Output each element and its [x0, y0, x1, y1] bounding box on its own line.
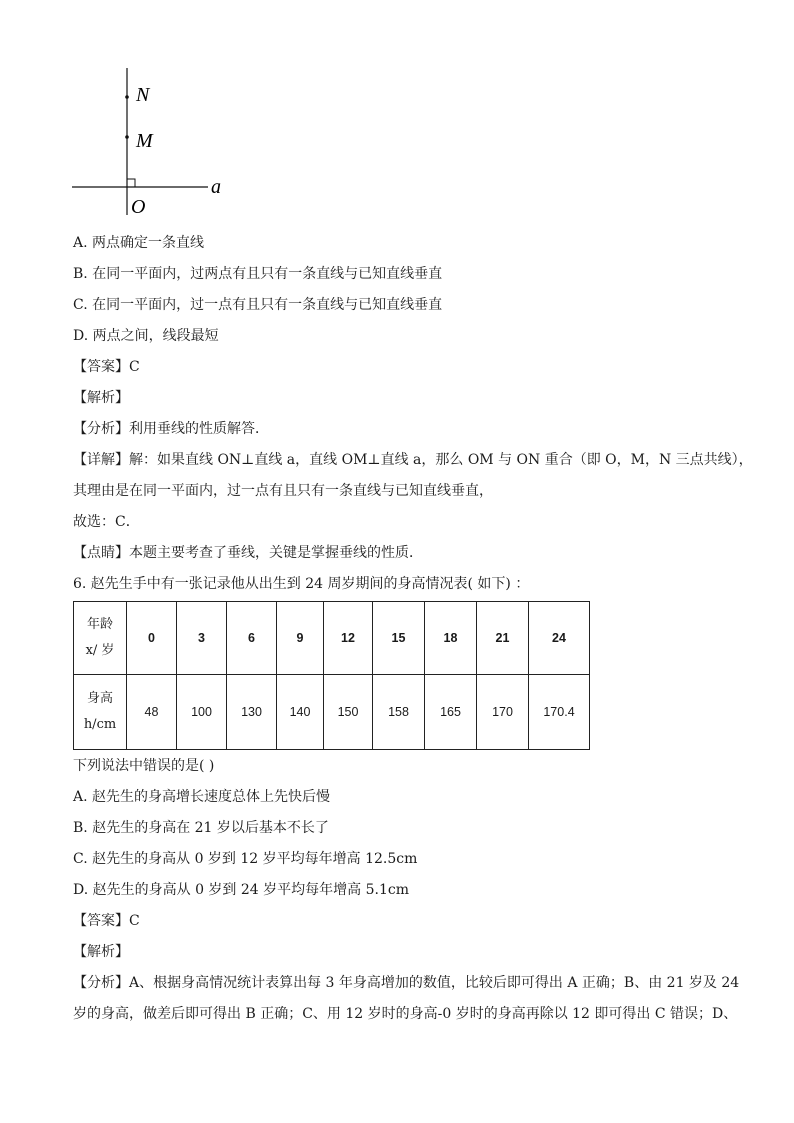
- q5-option-a: A. 两点确定一条直线: [73, 235, 205, 251]
- q5-jiexi: 【解析】: [73, 390, 129, 406]
- age-cell: 3: [177, 602, 227, 675]
- q5-xiangjie-2: 其理由是在同一平面内，过一点有且只有一条直线与已知直线垂直，: [73, 483, 493, 499]
- age-cell: 18: [425, 602, 477, 675]
- q5-xiangjie-1: 【详解】解：如果直线 ON⊥直线 a，直线 OM⊥直线 a，那么 OM 与 ON 重合（即 O，M，N 三点共线），: [73, 452, 753, 468]
- age-header-line-1: 年龄: [86, 617, 113, 632]
- height-cell: 150: [324, 675, 373, 750]
- right-angle-mark: [127, 179, 135, 187]
- q5-answer: 【答案】C: [73, 359, 140, 375]
- age-cell: 24: [529, 602, 590, 675]
- q6-stem: 6. 赵先生手中有一张记录他从出生到 24 周岁期间的身高情况表( 如下) ：: [73, 576, 530, 592]
- height-cell: 170: [477, 675, 529, 750]
- height-header-line-1: 身高: [86, 691, 113, 706]
- q5-dianjing: 【点睛】本题主要考查了垂线，关键是掌握垂线的性质．: [73, 545, 423, 561]
- height-cell: 140: [277, 675, 324, 750]
- height-cell: 158: [373, 675, 425, 750]
- age-cell: 15: [373, 602, 425, 675]
- label-m: M: [136, 130, 153, 152]
- q6-question: 下列说法中错误的是( ): [73, 758, 215, 774]
- height-cell: 48: [127, 675, 177, 750]
- q5-option-b: B. 在同一平面内，过两点有且只有一条直线与已知直线垂直: [73, 266, 443, 282]
- label-n: N: [136, 84, 150, 106]
- height-cell: 130: [227, 675, 277, 750]
- q6-fenxi-1: 【分析】A、根据身高情况统计表算出每 3 年身高增加的数值，比较后即可得出 A 正确；B、由 21 岁及 24: [73, 975, 740, 991]
- age-cell: 9: [277, 602, 324, 675]
- q6-jiexi: 【解析】: [73, 944, 129, 960]
- height-table: [73, 601, 590, 750]
- height-cell: 165: [425, 675, 477, 750]
- label-o: O: [131, 196, 146, 218]
- age-header-line-2: x/ 岁: [85, 643, 115, 658]
- height-header-line-2: h/cm: [83, 717, 117, 732]
- q5-guxuan: 故选：C．: [73, 514, 140, 530]
- q6-option-c: C. 赵先生的身高从 0 岁到 12 岁平均每年增高 12.5cm: [73, 851, 418, 867]
- table-row-age: [74, 602, 590, 675]
- point-m: [125, 135, 129, 139]
- height-cell: 100: [177, 675, 227, 750]
- age-cell: 12: [324, 602, 373, 675]
- q5-option-d: D. 两点之间，线段最短: [73, 328, 219, 344]
- q5-fenxi: 【分析】利用垂线的性质解答．: [73, 421, 269, 437]
- height-header-cell: [74, 675, 127, 750]
- age-header-cell: [74, 602, 127, 675]
- q6-option-d: D. 赵先生的身高从 0 岁到 24 岁平均每年增高 5.1cm: [73, 882, 409, 898]
- perpendicular-figure: [60, 60, 240, 225]
- q5-option-c: C. 在同一平面内，过一点有且只有一条直线与已知直线垂直: [73, 297, 443, 313]
- label-a: a: [211, 176, 221, 198]
- q6-answer: 【答案】C: [73, 913, 140, 929]
- point-n: [125, 95, 129, 99]
- table-row-height: [74, 675, 590, 750]
- age-cell: 0: [127, 602, 177, 675]
- q6-option-b: B. 赵先生的身高在 21 岁以后基本不长了: [73, 820, 329, 836]
- q6-fenxi-2: 岁的身高，做差后即可得出 B 正确；C、用 12 岁时的身高-0 岁时的身高再除以 12 即可得出 C 错误；D、: [73, 1006, 738, 1022]
- age-cell: 21: [477, 602, 529, 675]
- age-cell: 6: [227, 602, 277, 675]
- q6-option-a: A. 赵先生的身高增长速度总体上先快后慢: [73, 789, 331, 805]
- height-cell: 170.4: [529, 675, 590, 750]
